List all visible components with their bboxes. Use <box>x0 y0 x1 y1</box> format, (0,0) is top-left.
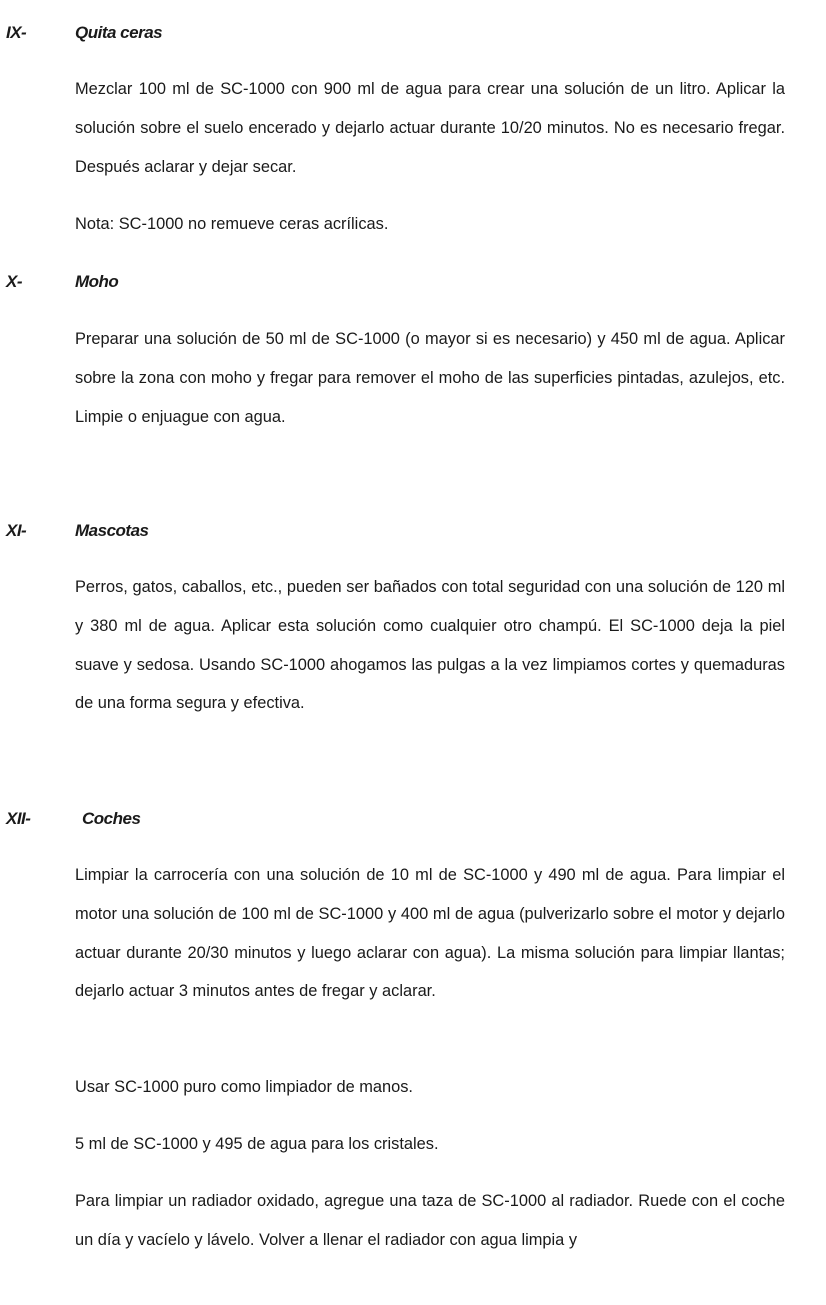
section-heading <box>0 519 826 543</box>
section-number: XI- <box>6 521 27 540</box>
section-quita-ceras <box>0 21 826 45</box>
section-number: X- <box>6 272 22 291</box>
paragraph: Limpiar la carrocería con una solución de 10 ml de SC-1000 y 490 ml de agua. Para limpiar el motor una solución de 100 ml de SC-1000 y 400 ml de agua (pulverizarlo sobre el motor y dejarlo actuar durante 20/30 minutos y luego aclarar con agua). La misma solución para limpiar llantas; dejarlo actuar 3 minutos antes de fregar y aclarar. <box>75 866 785 1001</box>
section-coches <box>0 807 826 831</box>
section-title: Quita ceras <box>75 23 163 42</box>
section-heading <box>0 270 826 294</box>
paragraph: Para limpiar un radiador oxidado, agregue una taza de SC-1000 al radiador. Ruede con el coche un día y vacíelo y lávelo. Volver a llenar el radiador con agua limpia y <box>75 1192 785 1249</box>
paragraph: Nota: SC-1000 no remueve ceras acrílicas. <box>75 215 389 233</box>
section-heading <box>0 21 826 45</box>
paragraph: Mezclar 100 ml de SC-1000 con 900 ml de agua para crear una solución de un litro. Aplicar la solución sobre el suelo encerado y dejarlo actuar durante 10/20 minutos. No es necesario fregar. Después aclarar y dejar secar. <box>75 80 785 176</box>
paragraph: Preparar una solución de 50 ml de SC-1000 (o mayor si es necesario) y 450 ml de agua. Aplicar sobre la zona con moho y fregar para remover el moho de las superficies pintadas, azulejos, etc. Limpie o enjuague con agua. <box>75 330 785 426</box>
section-moho <box>0 270 826 294</box>
section-number: IX- <box>6 23 27 42</box>
section-heading <box>0 807 826 831</box>
paragraph: Perros, gatos, caballos, etc., pueden ser bañados con total seguridad con una solución de 120 ml y 380 ml de agua. Aplicar esta solución como cualquier otro champú. El SC-1000 deja la piel suave y sedosa. Usando SC-1000 ahogamos las pulgas a la vez limpiamos cortes y quemaduras de una forma segura y efectiva. <box>75 578 785 713</box>
paragraph: 5 ml de SC-1000 y 495 de agua para los cristales. <box>75 1135 439 1153</box>
section-title: Mascotas <box>75 521 149 540</box>
section-title: Coches <box>82 809 141 828</box>
section-title: Moho <box>75 272 119 291</box>
paragraph: Usar SC-1000 puro como limpiador de manos. <box>75 1078 413 1096</box>
section-number: XII- <box>6 809 31 828</box>
section-mascotas <box>0 519 826 543</box>
